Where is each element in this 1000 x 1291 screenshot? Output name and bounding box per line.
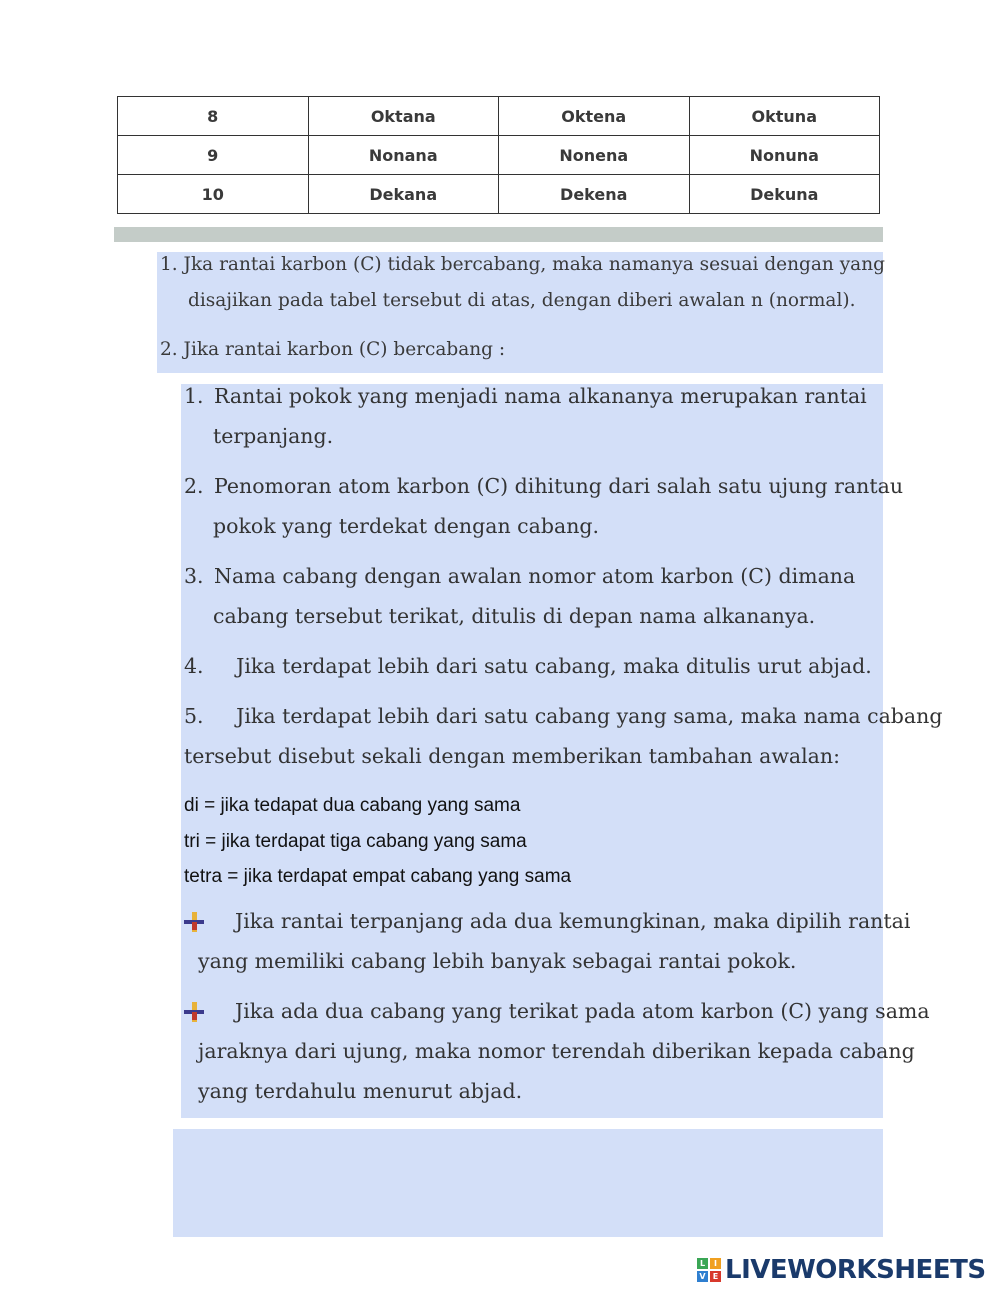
table-cell: Dekena xyxy=(499,175,690,214)
rule-3-line1 xyxy=(184,564,855,588)
note-2-line1: Jika ada dua cabang yang terikat pada atom karbon (C) yang sama xyxy=(235,999,930,1023)
table-cell: Dekuna xyxy=(689,175,880,214)
prefix-di: di = jika tedapat dua cabang yang sama xyxy=(184,795,521,816)
table-cell: Oktena xyxy=(499,97,690,136)
rule-2-line1 xyxy=(184,474,903,498)
intro-item-1-line2: disajikan pada tabel tersebut di atas, dengan diberi awalan n (normal). xyxy=(188,290,856,311)
note-1-line1: Jika rantai terpanjang ada dua kemungkinan, maka dipilih rantai xyxy=(235,909,911,933)
rule-2-line2: pokok yang terdekat dengan cabang. xyxy=(213,514,600,538)
cross-bullet-icon xyxy=(184,912,206,932)
liveworksheets-logo xyxy=(697,1255,986,1285)
logo-mark-icon xyxy=(697,1258,721,1282)
intro-item-2: 2. Jika rantai karbon (C) bercabang : xyxy=(160,339,506,360)
table-cell: Oktana xyxy=(308,97,499,136)
rule-5-line1: 5. Jika terdapat lebih dari satu cabang yang sama, maka nama cabang xyxy=(184,704,943,728)
rule-3-number: 3. xyxy=(184,564,204,588)
cross-bullet-icon xyxy=(184,1002,206,1022)
rule-1-number: 1. xyxy=(184,384,204,408)
table-cell: Dekana xyxy=(308,175,499,214)
alkane-table xyxy=(117,96,880,214)
table-row xyxy=(118,136,880,175)
table-row xyxy=(118,175,880,214)
prefix-tetra: tetra = jika terdapat empat cabang yang sama xyxy=(184,866,572,887)
rule-1-text: Rantai pokok yang menjadi nama alkananya merupakan rantai xyxy=(214,384,867,408)
prefix-tri: tri = jika terdapat tiga cabang yang sama xyxy=(184,831,527,852)
table-cell: 10 xyxy=(118,175,309,214)
rule-2-number: 2. xyxy=(184,474,204,498)
logo-tile: V xyxy=(697,1271,708,1282)
table-row xyxy=(118,97,880,136)
table-cell: Nonana xyxy=(308,136,499,175)
note-2-line3: yang terdahulu menurut abjad. xyxy=(198,1079,523,1103)
rule-3-text: Nama cabang dengan awalan nomor atom karbon (C) dimana xyxy=(214,564,856,588)
table-cell: 8 xyxy=(118,97,309,136)
rule-5-line2: tersebut disebut sekali dengan memberikan tambahan awalan: xyxy=(184,744,841,768)
rule-4: 4. Jika terdapat lebih dari satu cabang, maka ditulis urut abjad. xyxy=(184,654,872,678)
note-2-line2: jaraknya dari ujung, maka nomor terendah diberikan kepada cabang xyxy=(198,1039,915,1063)
rule-3-line2: cabang tersebut terikat, ditulis di depan nama alkananya. xyxy=(213,604,816,628)
rule-1-line1 xyxy=(184,384,867,408)
table-cell: Nonuna xyxy=(689,136,880,175)
table-cell: Oktuna xyxy=(689,97,880,136)
divider-bar xyxy=(114,227,883,242)
logo-text: LIVEWORKSHEETS xyxy=(725,1255,986,1285)
rule-1-line2: terpanjang. xyxy=(213,424,334,448)
logo-tile: L xyxy=(697,1258,708,1269)
logo-tile: E xyxy=(710,1271,721,1282)
intro-item-1-line1: 1. Jka rantai karbon (C) tidak bercabang, maka namanya sesuai dengan yang xyxy=(160,254,885,275)
table-cell: 9 xyxy=(118,136,309,175)
rule-2-text: Penomoran atom karbon (C) dihitung dari salah satu ujung rantau xyxy=(214,474,904,498)
logo-tile: I xyxy=(710,1258,721,1269)
note-1-line2: yang memiliki cabang lebih banyak sebagai rantai pokok. xyxy=(198,949,797,973)
answer-box[interactable] xyxy=(173,1129,883,1237)
table-cell: Nonena xyxy=(499,136,690,175)
